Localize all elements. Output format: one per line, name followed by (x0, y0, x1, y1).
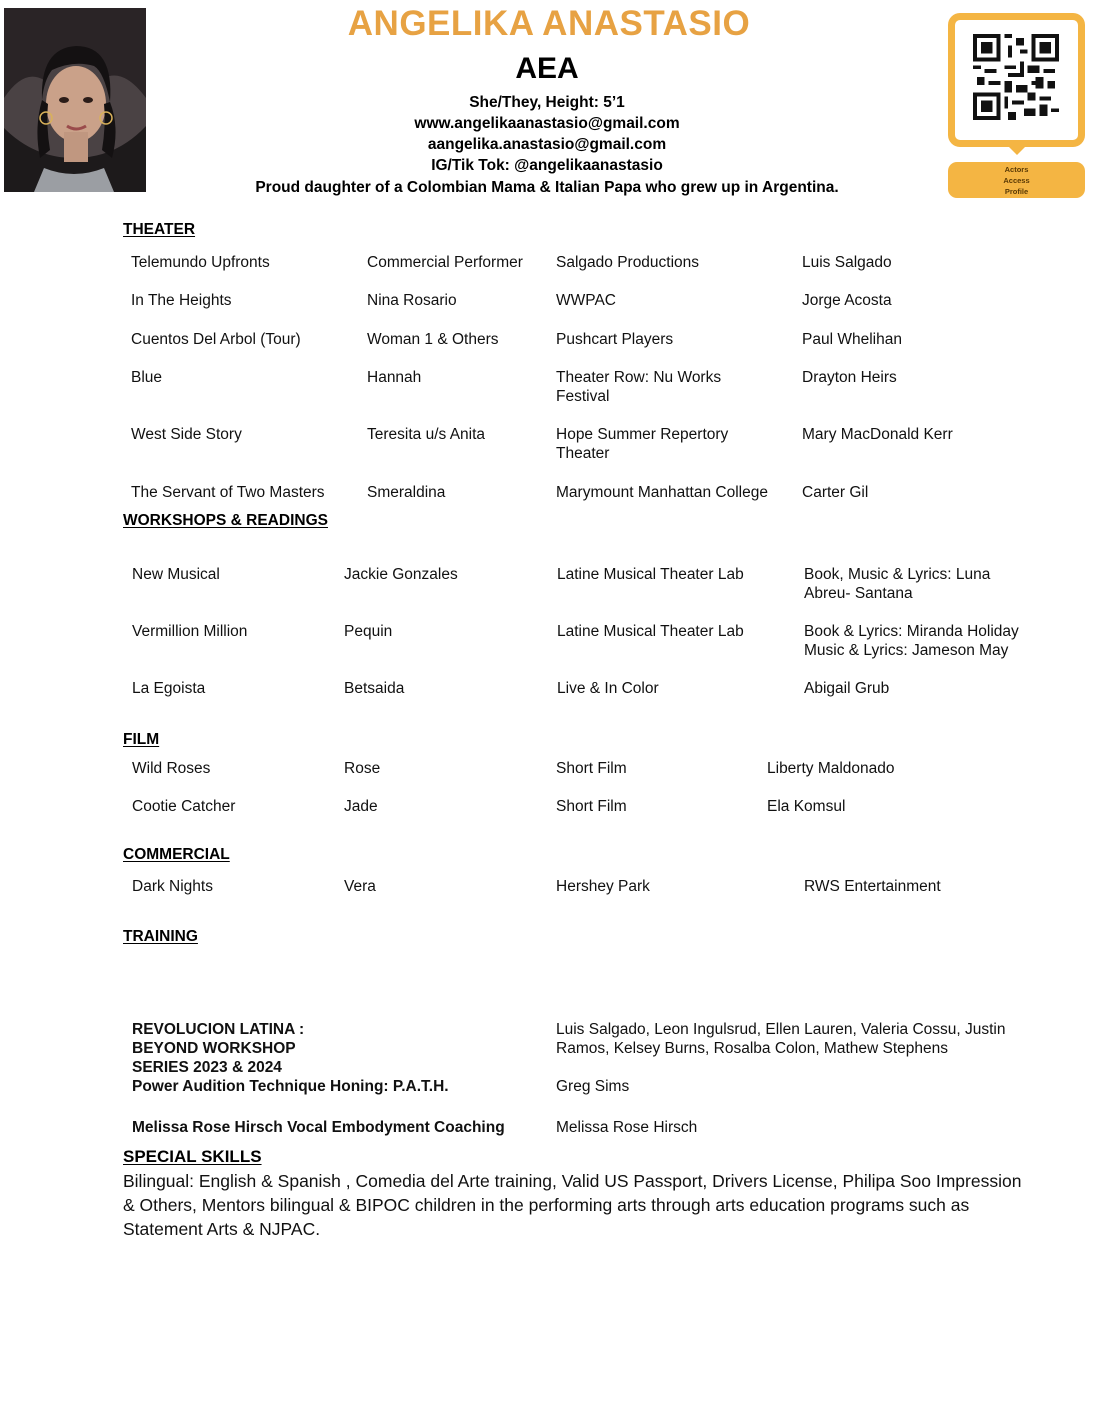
production-cell: Cootie Catcher (132, 798, 236, 815)
production-cell: Blue (131, 369, 163, 386)
director-cell: Drayton Heirs (802, 369, 897, 386)
production-cell: West Side Story (131, 426, 242, 443)
production-cell: Vermillion Million (132, 623, 248, 640)
qr-label-text: Actors Access Profile (1003, 164, 1030, 196)
venue-cell: Theater Row: Nu Works Festival (556, 369, 722, 405)
director-cell: Jorge Acosta (802, 292, 892, 309)
role-cell: Smeraldina (367, 484, 446, 501)
instructors-cell: Greg Sims (556, 1078, 630, 1095)
type-cell: Short Film (556, 798, 627, 815)
role-cell: Betsaida (344, 680, 405, 697)
credits-cell: Book & Lyrics: Miranda Holiday Music & Lyrics: Jameson May (804, 623, 1019, 659)
section-title-special-skills: SPECIAL SKILLS (123, 1147, 262, 1166)
role-cell: Nina Rosario (367, 292, 457, 309)
production-cell: Telemundo Upfronts (131, 254, 270, 271)
venue-cell: Salgado Productions (556, 254, 700, 271)
section-title-commercial: COMMERCIAL (123, 846, 230, 863)
website-link[interactable]: www.angelikaanastasio@gmail.com (414, 115, 680, 132)
venue-cell: Latine Musical Theater Lab (557, 623, 744, 640)
section-title-film: FILM (123, 731, 160, 748)
production-cell: Dark Nights (132, 878, 213, 895)
performer-name: ANGELIKA ANASTASIO (347, 4, 751, 43)
role-cell: Woman 1 & Others (367, 331, 499, 348)
role-cell: Rose (344, 760, 381, 777)
email-link[interactable]: aangelika.anastasio@gmail.com (427, 136, 667, 153)
role-cell: Jackie Gonzales (344, 566, 458, 583)
venue-cell: WWPAC (556, 292, 616, 309)
type-cell: Short Film (556, 760, 627, 777)
venue-cell: Pushcart Players (556, 331, 674, 348)
special-skills-text: Bilingual: English & Spanish , Comedia del Arte training, Valid US Passport, Drivers License, Philipa Soo Impression & Others, Mentors bilingual & BIPOC children in the performing arts through arts education programs such as Statement Arts & NJPAC. (123, 1171, 1022, 1239)
venue-cell: Hershey Park (556, 878, 650, 895)
actors-access-profile-button[interactable] (948, 162, 1085, 198)
qr-code-icon[interactable] (972, 34, 1060, 120)
production-cell: Wild Roses (132, 760, 211, 777)
director-cell: Ela Komsul (767, 798, 846, 815)
section-title-training: TRAINING (123, 928, 198, 945)
role-cell: Vera (344, 878, 376, 895)
pronouns-height: She/They, Height: 5’1 (469, 94, 625, 111)
production-cell: La Egoista (132, 680, 206, 697)
role-cell: Jade (344, 798, 378, 815)
credits-cell: Abigail Grub (804, 680, 890, 697)
bio-line: Proud daughter of a Colombian Mama & Italian Papa who grew up in Argentina. (255, 179, 839, 196)
director-cell: Luis Salgado (802, 254, 892, 271)
role-cell: Teresita u/s Anita (367, 426, 486, 443)
program-cell: REVOLUCION LATINA : BEYOND WORKSHOP SERIES 2023 & 2024 (132, 1021, 305, 1076)
production-cell: In The Heights (131, 292, 232, 309)
union-affiliation: AEA (515, 52, 579, 85)
director-cell: Paul Whelihan (802, 331, 902, 348)
program-cell: Melissa Rose Hirsch Vocal Embodyment Coaching (132, 1119, 505, 1136)
production-cell: Cuentos Del Arbol (Tour) (131, 331, 301, 348)
program-cell: Power Audition Technique Honing: P.A.T.H. (132, 1078, 449, 1095)
role-cell: Hannah (367, 369, 422, 386)
role-cell: Commercial Performer (367, 254, 523, 271)
social-handle: IG/Tik Tok: @angelikaanastasio (431, 157, 663, 174)
director-cell: Liberty Maldonado (767, 760, 895, 777)
section-title-workshops: WORKSHOPS & READINGS (123, 512, 328, 529)
venue-cell: Marymount Manhattan College (556, 484, 768, 501)
director-cell: Mary MacDonald Kerr (802, 426, 953, 443)
production-cell: The Servant of Two Masters (131, 484, 325, 501)
credits-cell: Book, Music & Lyrics: Luna Abreu- Santana (804, 566, 991, 602)
venue-cell: Latine Musical Theater Lab (557, 566, 744, 583)
company-cell: RWS Entertainment (804, 878, 941, 895)
director-cell: Carter Gil (802, 484, 869, 501)
instructors-cell: Melissa Rose Hirsch (556, 1119, 698, 1136)
venue-cell: Hope Summer Repertory Theater (556, 426, 729, 462)
venue-cell: Live & In Color (557, 680, 659, 697)
production-cell: New Musical (132, 566, 220, 583)
role-cell: Pequin (344, 623, 393, 640)
qr-pointer (1006, 144, 1028, 155)
section-title-theater: THEATER (123, 221, 196, 238)
instructors-cell: Luis Salgado, Leon Ingulsrud, Ellen Lauren, Valeria Cossu, Justin Ramos, Kelsey Burns, Rosalba Colon, Mathew Stephens (556, 1021, 1006, 1057)
